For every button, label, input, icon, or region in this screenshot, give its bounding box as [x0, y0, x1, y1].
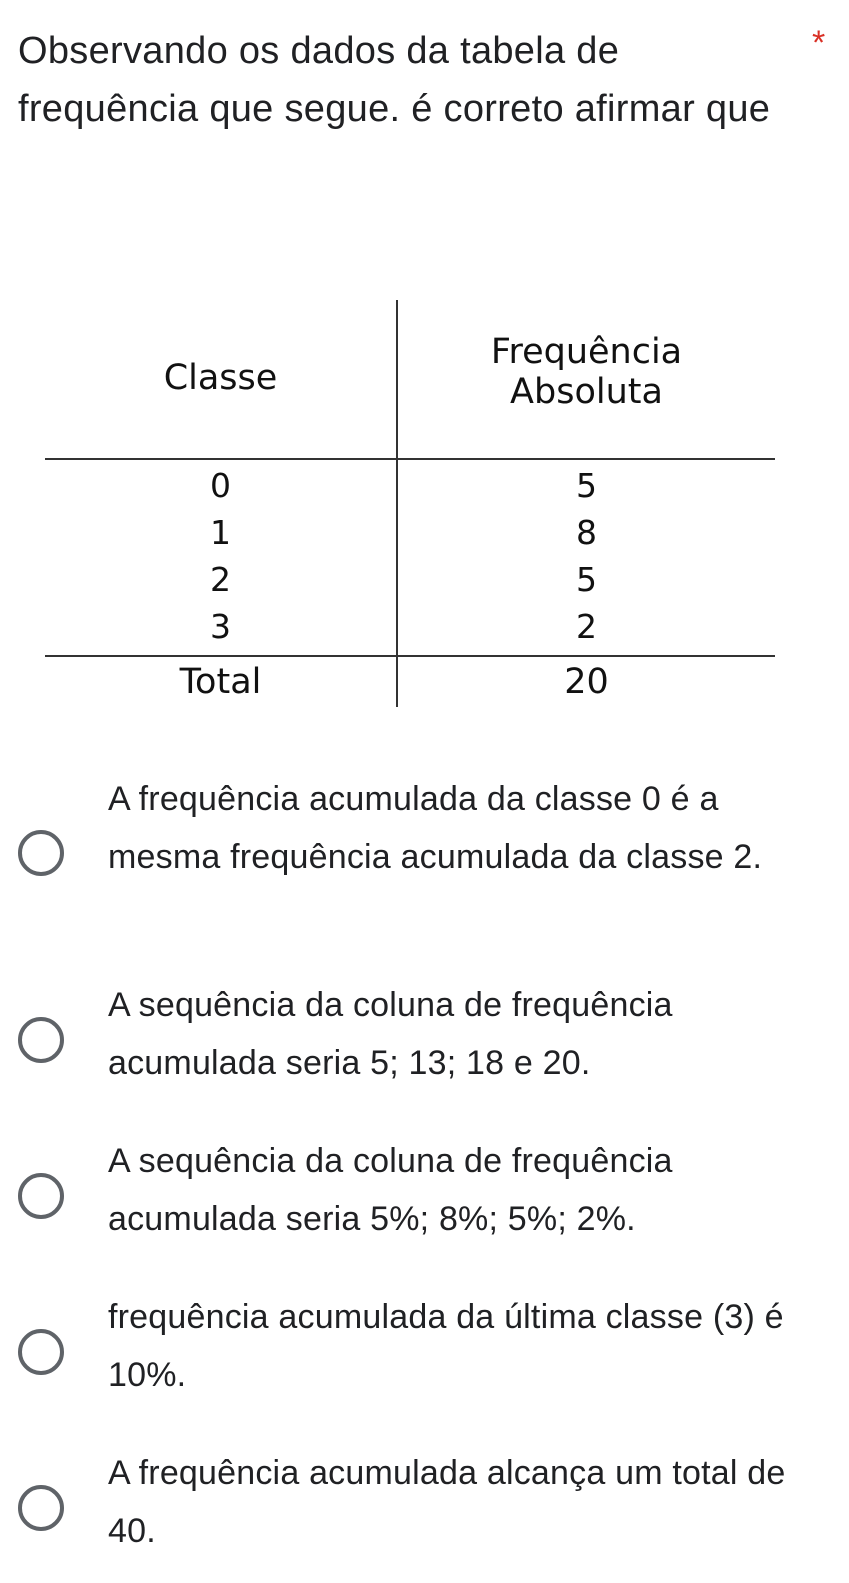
header-classe: Classe	[163, 358, 278, 398]
radio-button[interactable]	[18, 1485, 64, 1531]
table-cell-classe: 0	[210, 466, 231, 505]
table-cell-frequencia: 5	[576, 560, 597, 599]
classe-column	[45, 462, 396, 650]
total-value: 20	[564, 662, 609, 702]
header-frequencia-line1: Frequência	[490, 332, 683, 372]
frequencia-column	[398, 462, 775, 650]
frequency-table	[45, 300, 775, 710]
total-label: Total	[179, 662, 262, 702]
question-title: Observando os dados da tabela de frequência que segue. é correto afirmar que	[18, 30, 771, 130]
option-4[interactable]	[0, 1288, 849, 1404]
table-total-rule	[45, 655, 775, 657]
radio-button[interactable]	[18, 1017, 64, 1063]
table-cell-classe: 2	[210, 560, 231, 599]
option-label[interactable]: A sequência da coluna de frequência acumulada seria 5; 13; 18 e 20.	[108, 986, 673, 1082]
table-cell-classe: 1	[210, 513, 231, 552]
table-cell-frequencia: 8	[576, 513, 597, 552]
radio-button[interactable]	[18, 1329, 64, 1375]
option-label[interactable]: A frequência acumulada alcança um total de 40.	[108, 1454, 786, 1550]
radio-button[interactable]	[18, 830, 64, 876]
table-cell-frequencia: 5	[576, 466, 597, 505]
option-2[interactable]	[0, 976, 849, 1092]
option-1[interactable]	[0, 770, 849, 944]
option-label[interactable]: A sequência da coluna de frequência acumulada seria 5%; 8%; 5%; 2%.	[108, 1142, 673, 1238]
header-frequencia-absoluta	[398, 332, 775, 412]
required-marker: *	[812, 24, 826, 62]
table-cell-frequencia: 2	[576, 607, 597, 646]
header-frequencia-line2: Absoluta	[510, 372, 663, 412]
radio-button[interactable]	[18, 1173, 64, 1219]
table-cell-classe: 3	[210, 607, 231, 646]
option-label[interactable]: A frequência acumulada da classe 0 é a mesma frequência acumulada da classe 2.	[108, 780, 763, 876]
option-5[interactable]	[0, 1444, 849, 1560]
option-3[interactable]	[0, 1132, 849, 1248]
table-header-rule	[45, 458, 775, 460]
option-label[interactable]: frequência acumulada da última classe (3) é 10%.	[108, 1298, 784, 1394]
